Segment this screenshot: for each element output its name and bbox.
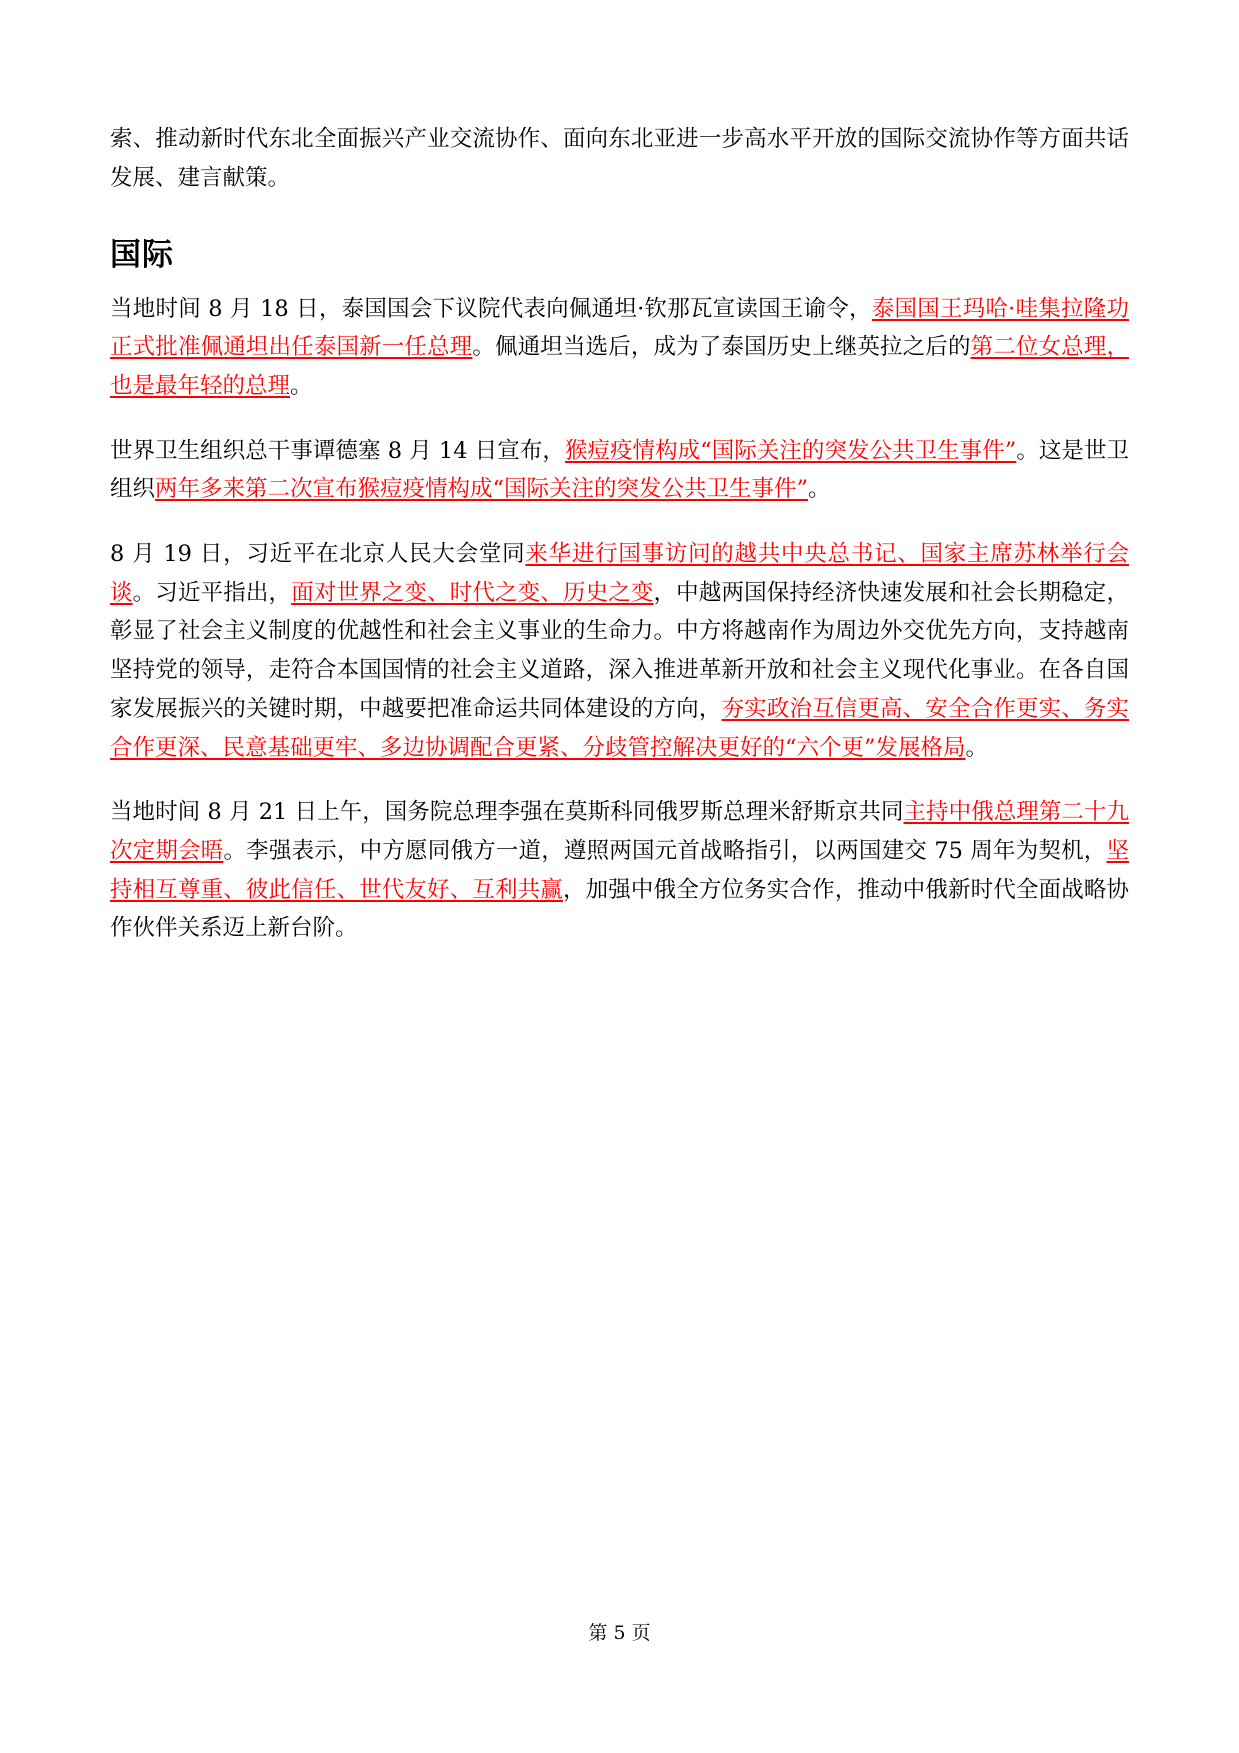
highlighted-text: 坚持相互尊重、彼此信任、世代友好、互利共赢 <box>110 837 1129 903</box>
plain-text: 当地时间 8 月 21 日上午，国务院总理李强在莫斯科同俄罗斯总理米舒斯京共同 <box>110 799 904 826</box>
body-paragraph <box>110 290 1129 406</box>
plain-text: 。这是世卫组织 <box>110 437 1129 503</box>
highlighted-text: 两年多来第二次宣布猴痘疫情构成“国际关注的突发公共卫生事件” <box>155 476 809 503</box>
plain-text: 当地时间 8 月 18 日，泰国国会下议院代表向佩通坦·钦那瓦宣读国王谕令， <box>110 295 872 322</box>
highlighted-text: 泰国国王玛哈·哇集拉隆功正式批准佩通坦出任泰国新一任总理 <box>110 295 1129 361</box>
body-paragraph <box>110 793 1129 948</box>
highlighted-text: 面对世界之变、时代之变、历史之变 <box>291 579 654 606</box>
plain-text: 8 月 19 日，习近平在北京人民大会堂同 <box>110 541 526 568</box>
plain-text: ，加强中俄全方位务实合作，推动中俄新时代全面战略协作伙伴关系迈上新台阶。 <box>110 876 1129 942</box>
plain-text: 。习近平指出， <box>132 579 292 606</box>
plain-text: ，中越两国保持经济快速发展和社会长期稳定，彰显了社会主义制度的优越性和社会主义事业的生命力。中方将越南作为周边外交优先方向，支持越南坚持党的领导，走符合本国国情的社会主义道路，深入推进革新开放和社会主义现代化事业。在各自国家发展振兴的关键时期，中越要把准命运共同体建设的方向， <box>110 579 1129 722</box>
plain-text: 。 <box>290 373 313 400</box>
highlighted-text: 猴痘疫情构成“国际关注的突发公共卫生事件” <box>564 437 1017 464</box>
highlighted-text: 来华进行国事访问的越共中央总书记、国家主席苏林举行会谈 <box>110 541 1129 606</box>
plain-text: 世界卫生组织总干事谭德塞 8 月 14 日宣布， <box>110 437 565 464</box>
plain-text: 索、推动新时代东北全面振兴产业交流协作、面向东北亚进一步高水平开放的国际交流协作等方面共话发展、建言献策。 <box>110 126 1129 191</box>
highlighted-text: 主持中俄总理第二十九次定期会晤 <box>110 799 1129 864</box>
plain-text: 。 <box>808 476 831 503</box>
body-paragraph <box>110 535 1129 767</box>
page-number-footer: 第 5 页 <box>588 1622 651 1644</box>
plain-text: 。 <box>965 734 989 761</box>
highlighted-text: 第二位女总理，也是最年轻的总理 <box>110 334 1129 400</box>
body-paragraph <box>110 432 1129 509</box>
plain-text: 。李强表示，中方愿同俄方一道，遵照两国元首战略指引，以两国建交 75 周年为契机， <box>223 837 1107 864</box>
section-heading-international: 国际 <box>110 237 174 274</box>
document-body <box>110 120 1129 948</box>
section-paragraphs <box>110 290 1129 948</box>
plain-text: 。佩通坦当选后，成为了泰国历史上继英拉之后的 <box>472 334 971 361</box>
continued-paragraph <box>110 120 1129 197</box>
highlighted-text: 夯实政治互信更高、安全合作更实、务实合作更深、民意基础更牢、多边协调配合更紧、分歧管控解决更好的“六个更”发展格局 <box>110 695 1129 761</box>
